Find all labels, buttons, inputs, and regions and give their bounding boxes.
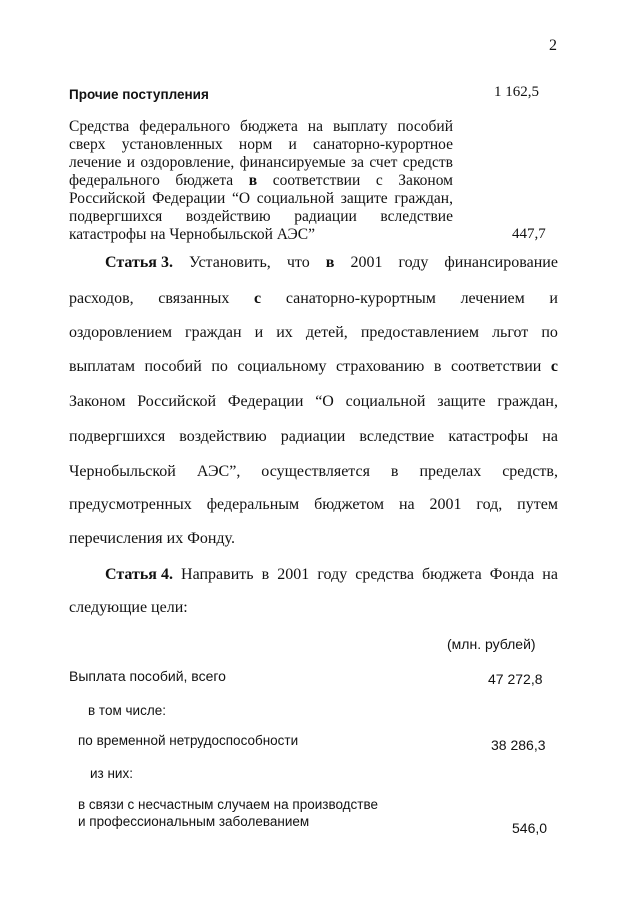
article3-line-3: оздоровлением граждан и их детей, предоставлением льгот по <box>69 324 558 341</box>
temp-disability-label: по временной нетрудоспособности <box>78 733 299 748</box>
benefits-total-label: Выплата пособий, всего <box>69 668 226 684</box>
accident-label-line-2: и профессиональным заболеванием <box>78 814 310 829</box>
article4-line-2: следующие цели: <box>69 599 188 616</box>
article3-line-7: Чернобыльской АЭС”, осуществляется в пределах средств, <box>69 463 558 480</box>
federal-line: Средства федерального бюджета на выплату пособий <box>69 118 453 135</box>
federal-line: Российской Федерации “О социальной защите граждан, <box>69 190 453 207</box>
federal-line: сверх установленных норм и санаторно-курортное <box>69 136 453 153</box>
federal-line: катастрофы на Чернобыльской АЭС” <box>69 226 315 243</box>
other-receipts-value: 1 162,5 <box>494 84 539 100</box>
federal-funds-value: 447,7 <box>512 226 546 242</box>
article4-line-1: Статья 4. Направить в 2001 году средства бюджета Фонда на <box>105 566 558 583</box>
article3-line-1: Статья 3. Установить, что в 2001 году финансирование <box>105 254 558 271</box>
federal-line: лечение и оздоровление, финансируемые за счет средств <box>69 154 453 171</box>
benefits-total-value: 47 272,8 <box>488 671 543 687</box>
page-number: 2 <box>549 37 557 54</box>
article3-line-8: предусмотренных федеральным бюджетом на 2001 год, путем <box>69 496 558 513</box>
article3-line-5: Законом Российской Федерации “О социальной защите граждан, <box>69 393 558 410</box>
accident-label-line-1: в связи с несчастным случаем на производстве <box>78 797 379 812</box>
article3-heading: Статья 3. <box>105 254 173 271</box>
article3-line-2: расходов, связанных с санаторно-курортным лечением и <box>69 290 558 307</box>
article4-heading: Статья 4. <box>105 566 173 583</box>
units-label: (млн. рублей) <box>447 636 536 652</box>
federal-line: федерального бюджета в соответствии с Законом <box>69 172 453 189</box>
of-which-label: из них: <box>90 766 133 781</box>
federal-funds-block <box>69 118 453 244</box>
article3-line-9: перечисления их Фонду. <box>69 530 235 547</box>
article3-line-6: подвергшихся воздействию радиации вследствие катастрофы на <box>69 428 558 445</box>
federal-line: подвергшихся воздействию радиации вследствие <box>69 208 453 225</box>
other-receipts-label: Прочие поступления <box>69 87 209 102</box>
accident-value: 546,0 <box>512 820 548 836</box>
temp-disability-value: 38 286,3 <box>491 737 546 753</box>
including-label: в том числе: <box>88 703 166 718</box>
article3-line-4: выплатам пособий по социальному страхованию в соответствии с <box>69 358 558 375</box>
